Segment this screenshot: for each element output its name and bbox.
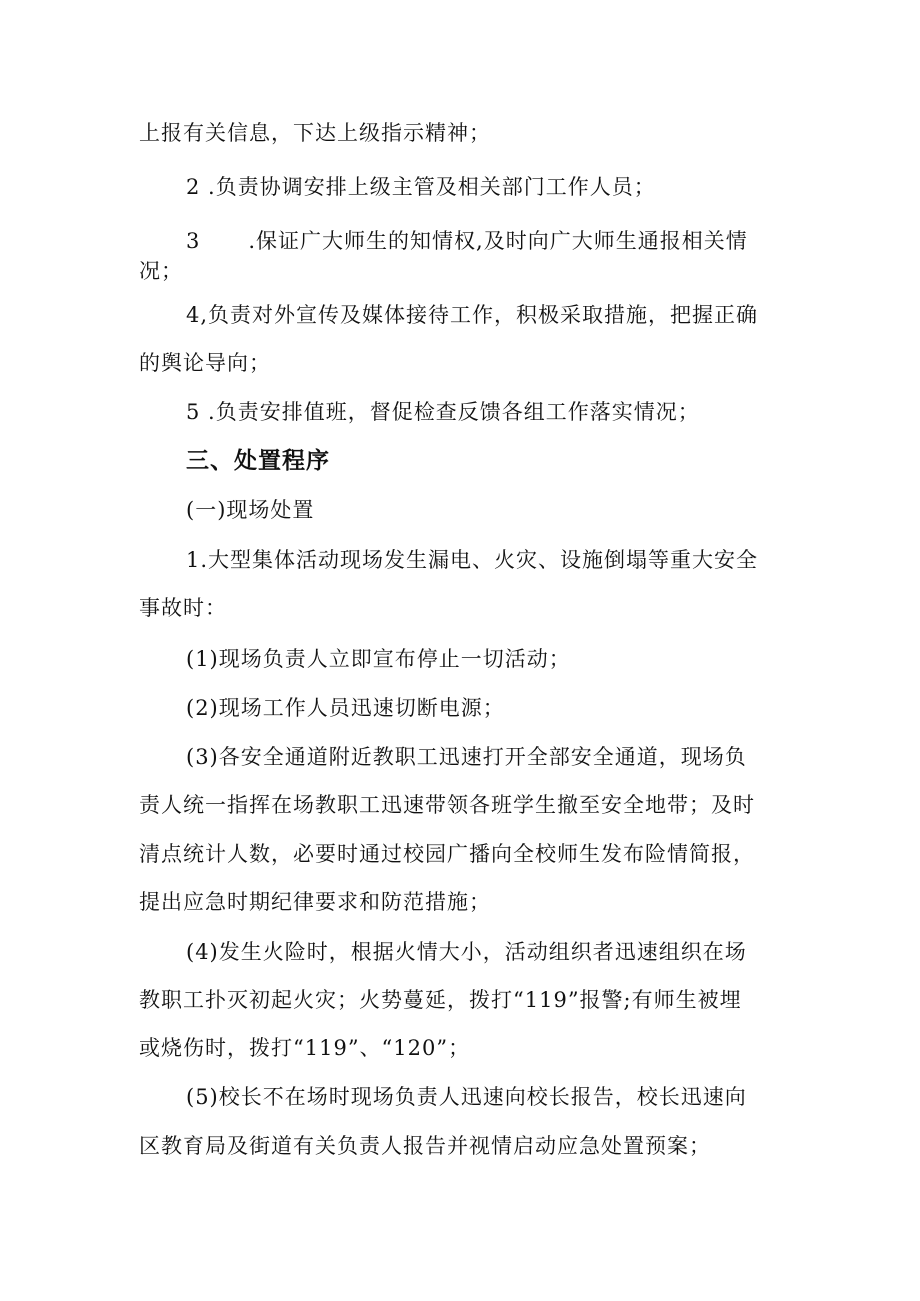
- section-heading: 三、处置程序: [186, 448, 330, 474]
- sub-item-3: (3)各安全通道附近教职工迅速打开全部安全通道，现场负: [186, 745, 747, 769]
- list-item-2: 2 .负责协调安排上级主管及相关部门工作人员；: [186, 175, 656, 199]
- text-line: 责人统一指挥在场教职工迅速带领各班学生撤至安全地带；及时: [139, 793, 755, 817]
- sub-item-4: (4)发生火险时，根据火情大小，活动组织者迅速组织在场: [186, 940, 747, 964]
- text-line: 上报有关信息，下达上级指示精神；: [139, 121, 491, 145]
- text-line: 的舆论导向；: [139, 351, 271, 375]
- text-line: 或烧伤时，拨打“119”、“120”；: [139, 1036, 471, 1060]
- text-line: 清点统计人数，必要时通过校园广播向全校师生发布险情简报，: [139, 842, 755, 866]
- sub-item-5: (5)校长不在场时现场负责人迅速向校长报告，校长迅速向: [186, 1085, 747, 1109]
- subsection-heading: (一)现场处置: [186, 498, 315, 522]
- sub-item-2: (2)现场工作人员迅速切断电源；: [186, 696, 505, 720]
- list-item-5: 5 .负责安排值班，督促检查反馈各组工作落实情况；: [186, 400, 700, 424]
- text-line: 提出应急时期纪律要求和防范措施；: [139, 890, 491, 914]
- text-line: 事故时：: [139, 596, 227, 620]
- text-line: 况；: [139, 259, 183, 283]
- list-item-3-number: 3: [186, 229, 201, 253]
- list-item-4: 4,负责对外宣传及媒体接待工作，积极采取措施，把握正确: [186, 303, 759, 327]
- list-item-1: 1.大型集体活动现场发生漏电、火灾、设施倒塌等重大安全: [186, 548, 759, 572]
- list-item-3-text: .保证广大师生的知情权,及时向广大师生通报相关情: [248, 229, 748, 253]
- sub-item-1: (1)现场负责人立即宣布停止一切活动；: [186, 647, 571, 671]
- text-line: 教职工扑灭初起火灾；火势蔓延，拨打“119”报警;有师生被埋: [139, 988, 742, 1012]
- list-item-3: [186, 226, 786, 256]
- text-line: 区教育局及街道有关负责人报告并视情启动应急处置预案；: [139, 1134, 711, 1158]
